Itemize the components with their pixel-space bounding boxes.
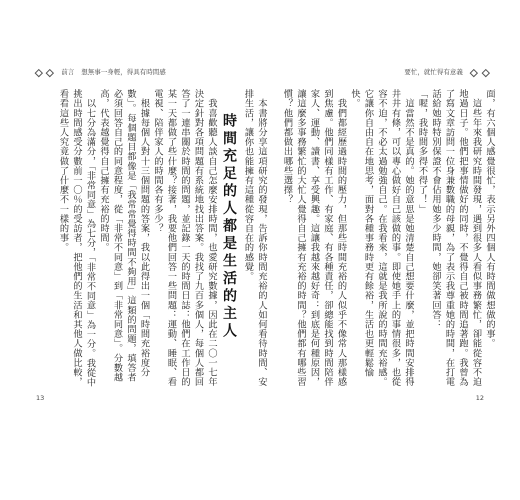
paragraph: 根據每個人對十三個問題的答案，我以此得出一個「時間充裕度分數」。每個題目都像是「我常常覺得時間不夠用」這類的問題，填答者必須回答自己的同意程度，從「非常不同意」到「非常同意」。分數越高，代表越覺得自己擁有充裕的時間。 [98,89,150,382]
paragraph: 面，有六個人感覺很忙，表示另外四個人有時間做想做的事。 [484,89,495,349]
left-page-number: 13 [36,394,45,402]
diamond-icon [470,69,478,77]
right-page-text [276,89,496,389]
paragraph: 我們都經歷過時間的壓力，但那些時間充裕的人似乎不像常人那樣感到焦慮。他們同樣有工作、有家庭、有各種責任，卻總能找到時間陪伴家人、運動、讀書、享受興趣。這讓我越來越好奇：到底是何種原因，讓這麼多事務繁忙的大忙人覺得自己擁有充裕的時間？他們都有哪些習慣？他們都做出哪些選擇？ [281,89,347,387]
paragraph: 這當然不是真的。她的意思是她清楚自己想要什麼，並把時間安排得井井有條，可以專心做好自己該做的事。即使她手上的事情很多，也從容不迫，不必太過勉強自己。在我看來，這就是我所說的時間充裕感。它讓你自由自在地思考，面對各種事務時更有餘裕，生活也更輕鬆愉快。 [349,89,414,387]
paragraph: 這些年來我研究時間發現，遇到很多人看似事務繁忙，卻能從容不迫地過日子。他們把事情做好的同時，不覺得自己被時間追著跑。我曾為了寫文章訪問一位身兼數職的母親，為了表示我尊重她的時間，在打電話給她時特別保證不會佔用她多少時間，她卻笑著回答： [430,89,482,387]
paragraph: 本書將分享這項研究的發現，告訴你時間充裕的人如何看待時間、安排生活，讓你也能擁有這種從容自在的感覺。 [242,89,267,387]
diamond-icon [46,69,54,77]
left-page-text [30,89,268,389]
diamond-icon [34,69,42,77]
chapter-subtitle: 想無事一身輕，得具有時間感 [81,68,166,76]
paragraph: 「喔，我時間多得不得了！」 [416,89,428,214]
diamond-icon [482,69,490,77]
section-title: 時間充足的人都是生活的主人 [221,113,237,341]
paragraph: 我喜歡聽人談自己怎麼安排時間，也愛研究數據，因此在二〇一七年決定針對各項問題有系統地找出答案。我找了九百多個人，每個人都回答了一連串關於時間的問題，並記錄一天的時間日誌：他們在工作日的某一天都做了些什麼？接著，我要他們回答一些問題：運動、睡眠、看電視、陪伴家人的時間各有多少？ [152,89,217,387]
right-running-header [404,68,490,77]
left-running-header [34,68,166,77]
book-title: 要忙，就忙得有意義 [404,68,463,76]
right-page-number: 12 [475,394,484,402]
chapter-label: 前言 [61,68,75,76]
paragraph: 以七分為滿分，「非常同意」為七分，「非常不同意」為一分。我從中挑出時間感受分數前一〇％的受訪者，把他們的生活和其他人做比較，看看這些人究竟做了什麼不一樣的事。 [57,89,96,387]
